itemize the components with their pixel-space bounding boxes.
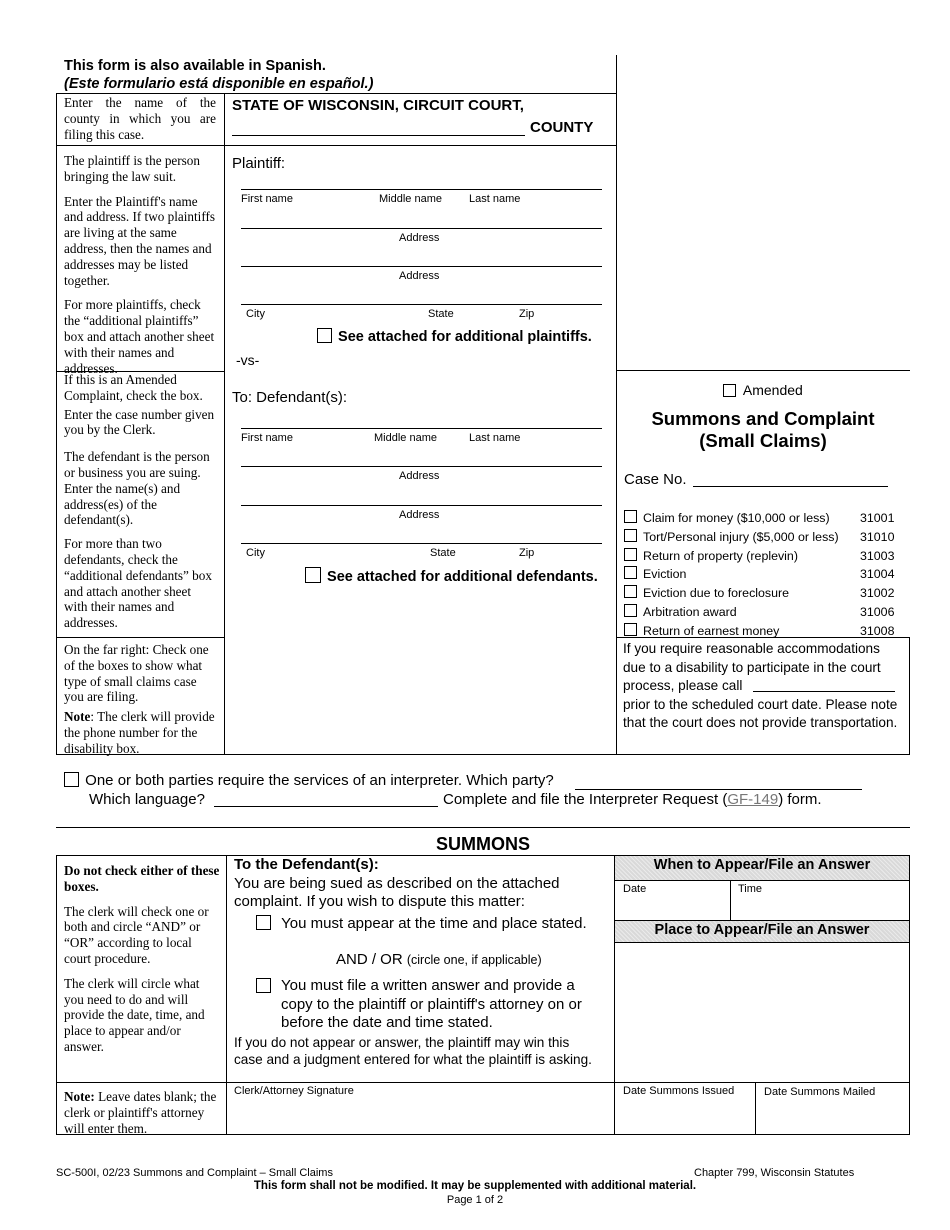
form-title-line2: (Small Claims) <box>699 430 827 451</box>
answer-label <box>281 977 582 1033</box>
summons-date-note <box>64 1089 220 1142</box>
date-issued-divider <box>755 1082 756 1134</box>
instr-rule-defendant <box>56 637 224 638</box>
defendant-state-label: State <box>430 547 456 559</box>
claim-type-row <box>624 623 909 642</box>
modification-notice: This form shall not be modified. It may be supplemented with additional material. <box>253 1180 697 1192</box>
case-no-input[interactable] <box>693 486 888 487</box>
instruction-column-border <box>224 93 225 755</box>
far-right-instructions <box>64 642 216 763</box>
interpreter-language-input[interactable] <box>214 806 438 807</box>
summons-left-border <box>56 855 57 1134</box>
defendant-heading: To: Defendant(s): <box>232 389 348 406</box>
county-label: COUNTY <box>530 119 594 136</box>
answer-checkbox[interactable] <box>256 978 271 993</box>
interpreter-party-input[interactable] <box>575 789 862 790</box>
interpreter-form-suffix: ) form. <box>778 791 822 808</box>
defendant-address1-label: Address <box>399 470 440 482</box>
claim-type-list <box>624 510 909 642</box>
plaintiff-middle-name-label: Middle name <box>379 193 442 205</box>
county-input[interactable] <box>232 135 525 136</box>
left-border <box>56 93 57 755</box>
claim-type-label: Eviction <box>643 567 687 582</box>
claim-replevin-checkbox[interactable] <box>624 548 637 561</box>
plaintiff-address1-label: Address <box>399 232 440 244</box>
defendant-city-label: City <box>246 547 265 559</box>
versus-label: -vs- <box>236 352 260 368</box>
and-or-label: AND / OR <box>336 951 403 968</box>
form-id: SC-500I, 02/23 Summons and Complaint – Small Claims <box>56 1167 333 1179</box>
summons-note-label: Note: <box>64 1089 95 1104</box>
warning-line-1: If you do not appear or answer, the plaintiff may win this <box>234 1035 570 1050</box>
additional-plaintiffs-option <box>317 328 592 345</box>
default-warning <box>234 1034 592 1068</box>
form-title <box>616 408 910 452</box>
claim-type-label: Tort/Personal injury ($5,000 or less) <box>643 529 839 544</box>
interpreter-checkbox[interactable] <box>64 772 79 787</box>
claim-type-row <box>624 548 909 567</box>
defendant-address1-input[interactable] <box>241 466 602 467</box>
claim-arbitration-checkbox[interactable] <box>624 604 637 617</box>
appear-time-label: Time <box>738 883 763 895</box>
summons-right-col-border <box>614 855 615 1134</box>
defendant-address2-input[interactable] <box>241 505 602 506</box>
defendant-first-name-label: First name <box>241 432 293 444</box>
claim-type-code: 31002 <box>860 586 895 601</box>
interpreter-row <box>64 772 554 789</box>
plaintiff-state-label: State <box>428 308 454 320</box>
plaintiff-address1-input[interactable] <box>241 228 602 229</box>
plaintiff-first-name-label: First name <box>241 193 293 205</box>
defendant-instruction-4: For more than two defendants, check the “additional defendants” box and attach another sheet with their names and addresses. <box>64 536 212 631</box>
claim-eviction-checkbox[interactable] <box>624 566 637 579</box>
spanish-notice-line2: (Este formulario está disponible en español.) <box>64 76 374 92</box>
date-input[interactable] <box>616 896 729 920</box>
summons-signature-rule <box>56 1082 910 1083</box>
summons-note-rest: Leave dates blank; the clerk or plaintiff's attorney will enter them. <box>64 1089 217 1136</box>
disability-line-1: If you require reasonable accommodations <box>623 641 880 656</box>
to-defendants-heading: To the Defendant(s): <box>234 856 379 873</box>
date-issued-input[interactable] <box>616 1100 753 1132</box>
appear-date-label: Date <box>623 883 647 895</box>
far-right-instruction: On the far right: Check one of the boxes to show what type of small claims case you are filing. <box>64 642 209 705</box>
defendant-name-input[interactable] <box>241 428 602 429</box>
right-panel-border <box>616 55 617 755</box>
summons-instruction-3: The clerk will circle what you need to do and will provide the date, time, and place to appear and/or answer. <box>64 975 205 1054</box>
summons-heading: SUMMONS <box>436 834 530 854</box>
summons-instructions <box>64 863 220 1061</box>
claim-type-label: Claim for money ($10,000 or less) <box>643 511 830 525</box>
claim-type-code: 31010 <box>860 529 895 544</box>
amended-option <box>723 382 803 398</box>
claim-type-code: 31001 <box>860 511 895 525</box>
sued-line-2: complaint. If you wish to dispute this matter: <box>234 893 525 910</box>
additional-defendants-label: See attached for additional defendants. <box>327 569 598 585</box>
spanish-notice <box>64 57 373 93</box>
interpreter-question: One or both parties require the services of an interpreter. Which party? <box>85 772 554 789</box>
claim-type-row <box>624 604 909 623</box>
claim-type-row <box>624 585 909 604</box>
defendant-last-name-label: Last name <box>469 432 521 444</box>
plaintiff-instruction-1: The plaintiff is the person bringing the law suit. <box>64 153 200 184</box>
plaintiff-instruction-3: For more plaintiffs, check the “additional plaintiffs” box and attach another sheet with their names and addresses. <box>64 297 215 376</box>
place-to-appear-label: Place to Appear/File an Answer <box>654 922 870 938</box>
note-text: : The clerk will provide the phone number for the disability box. <box>64 709 215 756</box>
interpreter-complete-text: Complete and file the Interpreter Request ( <box>443 791 728 808</box>
claim-type-label: Return of property (replevin) <box>643 548 798 563</box>
claim-type-label: Arbitration award <box>643 604 737 619</box>
spanish-notice-line1: This form is also available in Spanish. <box>64 58 326 74</box>
claim-money-checkbox[interactable] <box>624 510 637 523</box>
header-bottom-rule <box>56 93 617 94</box>
page-number: Page 1 of 2 <box>446 1194 504 1206</box>
right-panel-top-rule <box>616 370 910 371</box>
defendant-address2-label: Address <box>399 509 440 521</box>
form-title-line1: Summons and Complaint <box>651 408 875 429</box>
claim-tort-checkbox[interactable] <box>624 529 637 542</box>
interpreter-language-label: Which language? <box>89 791 205 808</box>
place-to-appear-header <box>615 920 909 943</box>
plaintiff-last-name-label: Last name <box>469 193 521 205</box>
defendant-instruction-1: If this is an Amended Complaint, check the box. <box>64 372 203 403</box>
additional-plaintiffs-label: See attached for additional plaintiffs. <box>338 329 592 345</box>
note-label: Note <box>64 709 91 725</box>
amended-checkbox[interactable] <box>723 384 736 397</box>
defendant-zip-label: Zip <box>519 547 535 559</box>
disability-note <box>64 709 216 756</box>
plaintiff-city-input[interactable] <box>241 304 602 305</box>
additional-defendants-checkbox[interactable] <box>305 567 321 583</box>
appear-checkbox[interactable] <box>256 915 271 930</box>
appear-label: You must appear at the time and place stated. <box>281 915 587 932</box>
claim-type-code: 31004 <box>860 567 895 582</box>
gf-149-link[interactable]: GF-149 <box>727 791 779 808</box>
plaintiff-name-input[interactable] <box>241 189 602 190</box>
sued-line-1: You are being sued as described on the attached <box>234 875 560 892</box>
summons-note-text <box>64 1089 220 1136</box>
court-title: STATE OF WISCONSIN, CIRCUIT COURT, <box>232 97 524 114</box>
interpreter-instruction <box>443 791 822 808</box>
sued-text <box>234 875 560 911</box>
claim-type-label: Eviction due to foreclosure <box>643 586 790 601</box>
summons-right-border <box>909 855 910 1134</box>
defendant-instruction-3: The defendant is the person or business you are suing. Enter the name(s) and address(es) of the defendant(s). <box>64 449 210 528</box>
circle-one-label: (circle one, if applicable) <box>406 953 542 967</box>
disability-line-5: that the court does not provide transportation. <box>623 715 898 731</box>
disability-notice <box>623 640 908 733</box>
plaintiff-instruction-2: Enter the Plaintiff's name and address. If two plaintiffs are living at the same address, then the names and addresses may be listed together. <box>64 193 216 288</box>
and-or-text <box>336 951 542 968</box>
plaintiff-city-label: City <box>246 308 265 320</box>
plaintiff-address2-label: Address <box>399 270 440 282</box>
plaintiff-heading: Plaintiff: <box>232 155 286 172</box>
date-issued-label: Date Summons Issued <box>623 1085 735 1097</box>
county-instructions <box>64 95 216 148</box>
claim-type-row <box>624 510 909 529</box>
answer-line-1: You must file a written answer and provide a <box>281 977 575 994</box>
claim-type-code: 31006 <box>860 604 895 619</box>
right-outer-border <box>909 637 910 755</box>
statute-reference: Chapter 799, Wisconsin Statutes <box>694 1167 855 1179</box>
when-to-appear-label: When to Appear/File an Answer <box>653 857 871 873</box>
summons-instr-border <box>226 855 227 1134</box>
defendant-instructions <box>64 372 216 637</box>
summons-divider <box>56 827 910 828</box>
defendant-instruction-2: Enter the case number given you by the Clerk. <box>64 406 215 438</box>
answer-option <box>256 977 582 1033</box>
case-no-label: Case No. <box>624 471 687 488</box>
disability-line-3: process, please call <box>623 678 743 694</box>
time-input[interactable] <box>731 896 908 920</box>
plaintiff-address2-input[interactable] <box>241 266 602 267</box>
claim-foreclosure-checkbox[interactable] <box>624 585 637 598</box>
disability-phone-input[interactable] <box>753 691 895 692</box>
claim-type-label: Return of earnest money <box>643 623 780 638</box>
claim-earnest-money-checkbox[interactable] <box>624 623 637 636</box>
claim-type-code: 31003 <box>860 548 895 563</box>
amended-label: Amended <box>742 382 803 398</box>
answer-line-2: copy to the plaintiff or plaintiff's attorney on or <box>281 995 582 1013</box>
warning-line-2: case and a judgment entered for what the plaintiff is asking. <box>234 1052 592 1067</box>
claim-type-row <box>624 529 909 548</box>
answer-line-3: before the date and time stated. <box>281 1014 493 1031</box>
county-instruction-text: Enter the name of the county in which you are filing this case. <box>64 95 216 142</box>
disability-line-2: due to a disability to participate in the court <box>623 659 881 675</box>
summons-instruction-2: The clerk will check one or both and circle “AND” or “OR” according to local court procedure. <box>64 903 209 966</box>
summons-instruction-bold: Do not check either of these boxes. <box>64 863 220 894</box>
claim-type-code: 31008 <box>860 623 895 638</box>
clerk-signature-input[interactable] <box>228 1098 612 1132</box>
defendant-city-input[interactable] <box>241 543 602 544</box>
claim-type-row <box>624 566 909 585</box>
date-mailed-label: Date Summons Mailed <box>764 1086 876 1098</box>
appear-option <box>256 915 587 932</box>
plaintiff-zip-label: Zip <box>519 308 535 320</box>
disability-line-4: prior to the scheduled court date. Please note <box>623 696 898 712</box>
place-input[interactable] <box>616 943 908 1081</box>
additional-defendants-option <box>305 567 598 585</box>
date-mailed-input[interactable] <box>757 1100 908 1132</box>
when-to-appear-header <box>615 856 909 881</box>
plaintiff-instructions <box>64 153 216 382</box>
defendant-middle-name-label: Middle name <box>374 432 437 444</box>
clerk-signature-label: Clerk/Attorney Signature <box>234 1085 354 1097</box>
additional-plaintiffs-checkbox[interactable] <box>317 328 332 343</box>
